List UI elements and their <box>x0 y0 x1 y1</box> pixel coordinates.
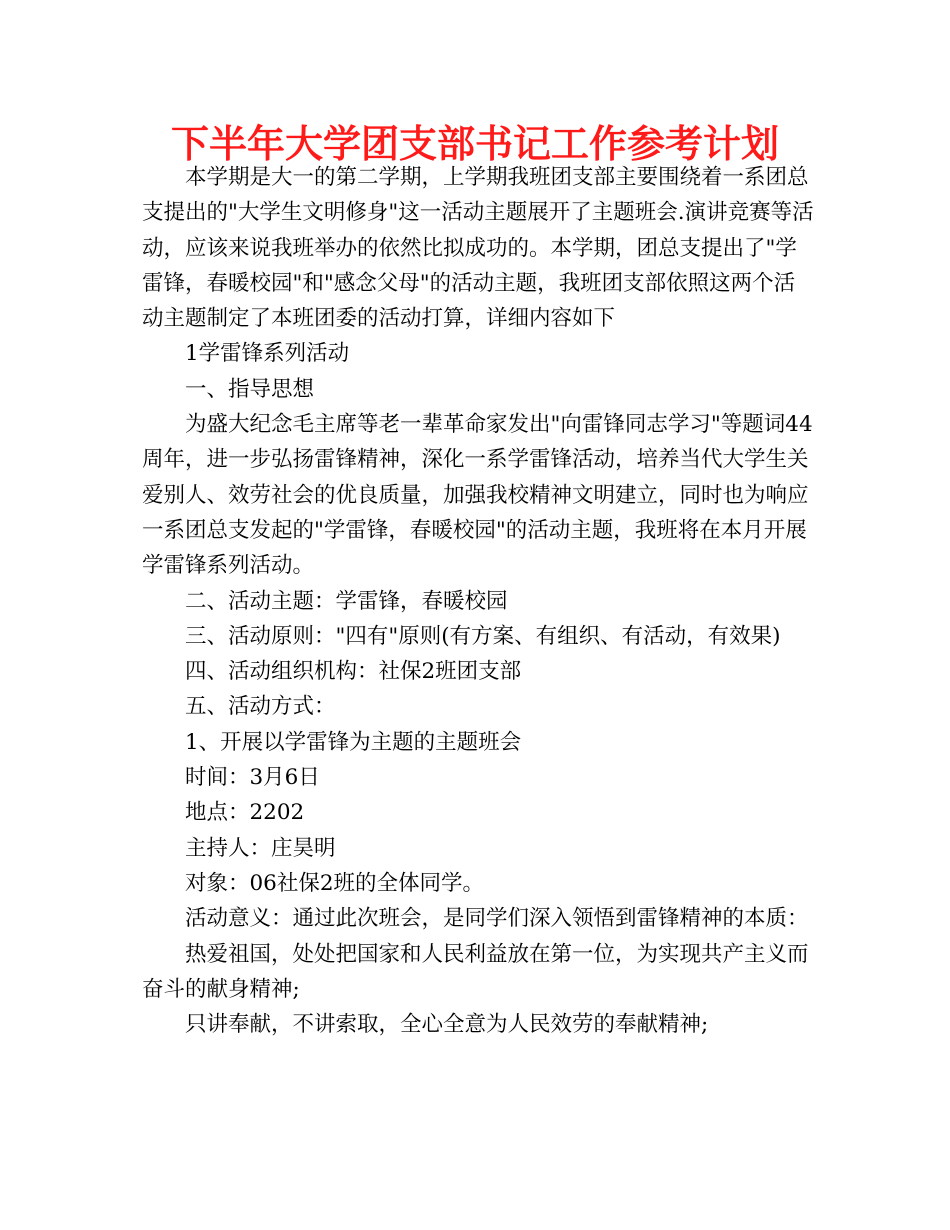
paragraph: 二、活动主题：学雷锋，春暖校园 <box>185 588 508 614</box>
paragraph: 本学期是大一的第二学期，上学期我班团支部主要围绕着一系团总支提出的"大学生文明修身"这一活动主题展开了主题班会.演讲竞赛等活动，应该来说我班举办的依然比拟成功的。本学期，团总支提出了"学雷锋，春暖校园"和"感念父母"的活动主题，我班团支部依照这两个活动主题制定了本班团委的活动打算，详细内容如下 <box>142 165 814 332</box>
paragraph: 只讲奉献，不讲索取，全心全意为人民效劳的奉献精神; <box>185 1012 709 1038</box>
paragraph: 1、开展以学雷锋为主题的主题班会 <box>185 729 522 755</box>
paragraph: 热爱祖国，处处把国家和人民利益放在第一位，为实现共产主义而奋斗的献身精神; <box>142 941 809 1002</box>
paragraph: 主持人：庄昊明 <box>185 835 336 861</box>
paragraph: 五、活动方式： <box>185 694 336 720</box>
paragraph: 为盛大纪念毛主席等老一辈革命家发出"向雷锋同志学习"等题词44周年，进一步弘扬雷锋精神，深化一系学雷锋活动，培养当代大学生关爱别人、效劳社会的优良质量，加强我校精神文明建立，同时也为响应一系团总支发起的"学雷锋，春暖校园"的活动主题，我班将在本月开展学雷锋系列活动。 <box>142 412 813 579</box>
paragraph: 活动意义：通过此次班会，是同学们深入领悟到雷锋精神的本质： <box>185 906 809 932</box>
document-title: 下半年大学团支部书记工作参考计划 <box>170 122 779 166</box>
paragraph: 1学雷锋系列活动 <box>185 341 350 367</box>
paragraph: 四、活动组织机构：社保2班团支部 <box>185 659 522 685</box>
document-body <box>142 160 814 1042</box>
paragraph: 对象：06社保2班的全体同学。 <box>185 870 485 896</box>
paragraph: 三、活动原则："四有"原则(有方案、有组织、有活动，有效果) <box>185 623 781 649</box>
paragraph: 一、指导思想 <box>185 376 315 402</box>
paragraph: 地点：2202 <box>185 800 305 826</box>
paragraph: 时间：3月6日 <box>185 765 320 791</box>
